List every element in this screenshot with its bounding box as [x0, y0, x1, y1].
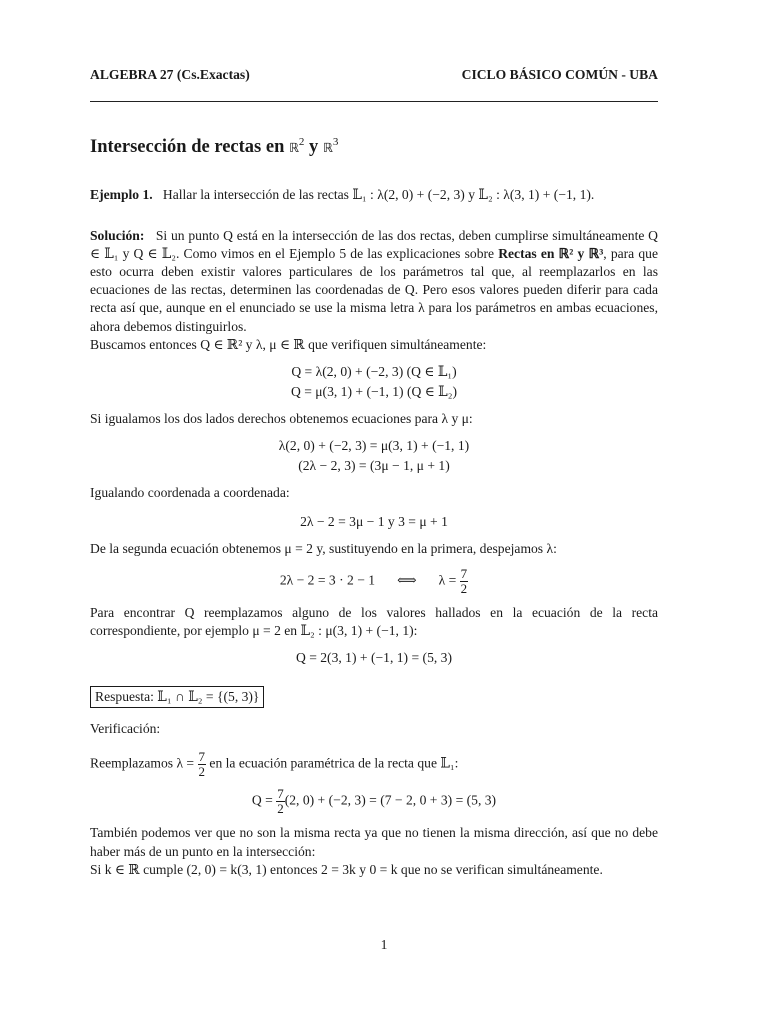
- paragraph-replace: Reemplazamos λ = $\frac{7}{2}$ en la ecuación paramétrica de la recta que 𝕃₁:: [90, 749, 459, 780]
- solution-paragraph: Solución: Si un punto Q está en la intersección de las dos rectas, deben cumplirse simultáneamente Q ∈ 𝕃₁ y Q ∈ 𝕃₂. Como vimos en el Ejemplo 5 de las explicaciones sobre Rectas en ℝ² y ℝ³, para que esto ocurra deben existir valores particulares de los parámetros tal que, al reemplazarlos en las ecuaciones de las rectas, determinen las coordenadas de Q. Pero esos valores pueden diferir para cada recta así que, aunque en el enunciado se use la misma letra λ para los parámetros en ambas ecuaciones, ahora debemos distinguirlos.: [90, 227, 658, 334]
- system-equations: [90, 362, 658, 402]
- answer-box: Respuesta: 𝕃₁ ∩ 𝕃₂ = {(5, 3)}: [90, 686, 264, 708]
- header-institution: CICLO BÁSICO COMÚN - UBA: [461, 67, 658, 82]
- lambda-equation: 2λ − 2 = 3 · 2 − 1 ⟺ λ = $\frac{7}{2}$: [279, 565, 468, 596]
- coordinate-equations: [90, 512, 658, 532]
- fraction-lambda: $\frac{7}{2}$: [198, 749, 206, 780]
- example-statement: Ejemplo 1. Hallar la intersección de las rectas 𝕃₁ : λ(2, 0) + (−2, 3) y 𝕃₂ : λ(3, 1) + (−1, 1).: [90, 187, 595, 203]
- paragraph-k: Si k ∈ ℝ cumple (2, 0) = k(3, 1) entonces 2 = 3k y 0 = k que no se verifican simultáneamente.: [90, 861, 603, 877]
- equated-equations: [90, 436, 658, 476]
- paragraph-coordinates: Igualando coordenada a coordenada:: [90, 485, 290, 501]
- fraction-verify: $\frac{7}{2}$: [277, 786, 284, 817]
- paragraph-find-q: Para encontrar Q reemplazamos alguno de los valores hallados en la ecuación de la recta correspondiente, por ejemplo μ = 2 en 𝕃₂ : μ(3, 1) + (−1, 1):: [90, 604, 658, 638]
- solution-intro: Buscamos entonces Q ∈ ℝ² y λ, μ ∈ ℝ que verifiquen simultáneamente:: [90, 336, 487, 352]
- section-title: Intersección de rectas en ℝ$^2$ y ℝ$^3$: [90, 136, 339, 158]
- paragraph-equate: Si igualamos los dos lados derechos obtenemos ecuaciones para λ y μ:: [90, 410, 473, 426]
- q-equation: [90, 648, 658, 668]
- equation-line1: Q = λ(2, 0) + (−2, 3) (Q ∈ 𝕃₁): [291, 363, 457, 379]
- verification-label: Verificación:: [90, 721, 161, 737]
- equation-line3: λ(2, 0) + (−2, 3) = μ(3, 1) + (−1, 1): [278, 438, 470, 454]
- equation-line4: (2λ − 2, 3) = (3μ − 1, μ + 1): [298, 458, 450, 474]
- verification-equation: Q = $\frac{7}{2}$ (2, 0) + (−2, 3) = (7 − 2, 0 + 3) = (5, 3): [251, 786, 497, 817]
- fraction-seven-halves: $\frac{7}{2}$: [460, 565, 468, 596]
- header-rule: [90, 101, 658, 102]
- paragraph-direction: También podemos ver que no son la misma recta ya que no tienen la misma dirección, así que no debe haber más de un punto en la intersección:: [90, 825, 658, 859]
- equation-line7: Q = 2(3, 1) + (−1, 1) = (5, 3): [295, 650, 452, 665]
- equation-line5: 2λ − 2 = 3μ − 1 y 3 = μ + 1: [300, 514, 448, 530]
- page-header: [90, 66, 658, 84]
- header-course: ALGEBRA 27 (Cs.Exactas): [90, 67, 250, 82]
- page-number: 1: [380, 937, 388, 952]
- paragraph-solve: De la segunda ecuación obtenemos μ = 2 y, sustituyendo en la primera, despejamos λ:: [90, 541, 557, 557]
- equation-line2: Q = μ(3, 1) + (−1, 1) (Q ∈ 𝕃₂): [290, 383, 457, 399]
